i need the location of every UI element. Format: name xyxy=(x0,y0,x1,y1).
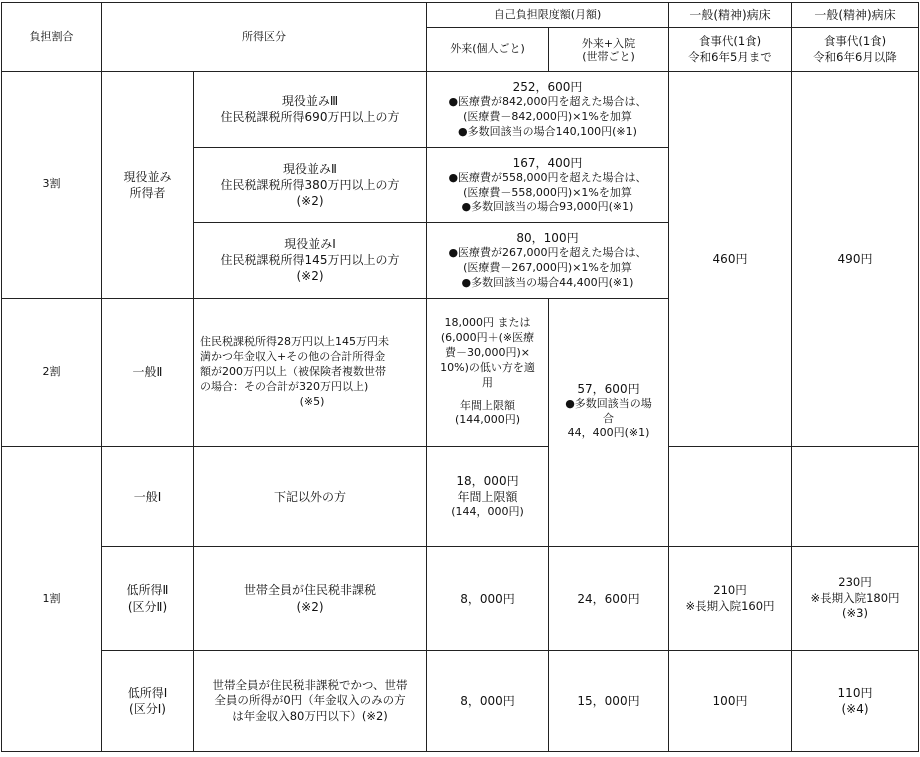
desc-tei1: 世帯全員が住民税非課税でかつ、世帯 全員の所得が0円（年金収入のみの方 は年金収入80万円以下）(※2) xyxy=(194,651,427,752)
desc-tei2: 世帯全員が住民税非課税 (※2) xyxy=(194,547,427,651)
category-ippan1: 一般Ⅰ xyxy=(102,447,194,547)
desc-genyaku-2: 現役並みⅡ 住民税課税所得380万円以上の方 (※2) xyxy=(194,147,427,222)
category-ippan2: 一般Ⅱ xyxy=(102,298,194,447)
outpatient-ippan2: 18,000円 または (6,000円＋(※医療 費－30,000円)× 10%)の低い方を適 用 年間上限額 (144,000円) xyxy=(427,298,549,447)
category-genyaku: 現役並み 所得者 xyxy=(102,72,194,298)
meal1-shared: 460円 xyxy=(669,72,792,447)
out-in-tei2: 24，600円 xyxy=(549,547,669,651)
copay-table xyxy=(1,2,919,752)
header-out-in: 外来+入院 (世帯ごと) xyxy=(549,28,669,72)
meal2-tei2: 230円 ※長期入院180円 (※3) xyxy=(792,547,919,651)
header-income: 所得区分 xyxy=(102,3,427,72)
meal1-tei2: 210円 ※長期入院160円 xyxy=(669,547,792,651)
header-limit: 自己負担限度額(月額) xyxy=(427,3,669,28)
desc-genyaku-3: 現役並みⅢ 住民税課税所得690万円以上の方 xyxy=(194,72,427,147)
outpatient-tei1: 8，000円 xyxy=(427,651,549,752)
meal1-tei1: 100円 xyxy=(669,651,792,752)
outpatient-tei2: 8，000円 xyxy=(427,547,549,651)
group-2wari: 2割 xyxy=(2,298,102,447)
header-bed1: 一般(精神)病床 xyxy=(669,3,792,28)
out-in-ippan: 57，600円 ●多数回該当の場 合 44，400円(※1) xyxy=(549,298,669,547)
limit-genyaku-2: 167，400円 ●医療費が558,000円を超えた場合は、 (医療費－558,000円)×1%を加算 ●多数回該当の場合93,000円(※1) xyxy=(427,147,669,222)
category-tei1: 低所得Ⅰ (区分Ⅰ) xyxy=(102,651,194,752)
header-meal2: 食事代(1食) 令和6年6月以降 xyxy=(792,28,919,72)
meal1-ippan1-spacer xyxy=(669,447,792,547)
header-bed2: 一般(精神)病床 xyxy=(792,3,919,28)
group-1wari: 1割 xyxy=(2,447,102,752)
desc-ippan2: 住民税課税所得28万円以上145万円未 満かつ年金収入+その他の合計所得金 額が200万円以上（被保険者複数世帯 の場合：その合計が320万円以上) (※5) xyxy=(194,298,427,447)
group-3wari: 3割 xyxy=(2,72,102,298)
out-in-tei1: 15，000円 xyxy=(549,651,669,752)
meal2-ippan1-spacer xyxy=(792,447,919,547)
desc-ippan1: 下記以外の方 xyxy=(194,447,427,547)
header-burden: 負担割合 xyxy=(2,3,102,72)
outpatient-ippan1: 18，000円 年間上限額 (144，000円) xyxy=(427,447,549,547)
limit-genyaku-3: 252，600円 ●医療費が842,000円を超えた場合は、 (医療費－842,000円)×1%を加算 ●多数回該当の場合140,100円(※1) xyxy=(427,72,669,147)
category-tei2: 低所得Ⅱ (区分Ⅱ) xyxy=(102,547,194,651)
meal2-shared: 490円 xyxy=(792,72,919,447)
limit-genyaku-1: 80，100円 ●医療費が267,000円を超えた場合は、 (医療費－267,000円)×1%を加算 ●多数回該当の場合44,400円(※1) xyxy=(427,223,669,298)
desc-genyaku-1: 現役並みⅠ 住民税課税所得145万円以上の方 (※2) xyxy=(194,223,427,298)
meal2-tei1: 110円 (※4) xyxy=(792,651,919,752)
header-meal1: 食事代(1食) 令和6年5月まで xyxy=(669,28,792,72)
header-outpatient: 外来(個人ごと) xyxy=(427,28,549,72)
